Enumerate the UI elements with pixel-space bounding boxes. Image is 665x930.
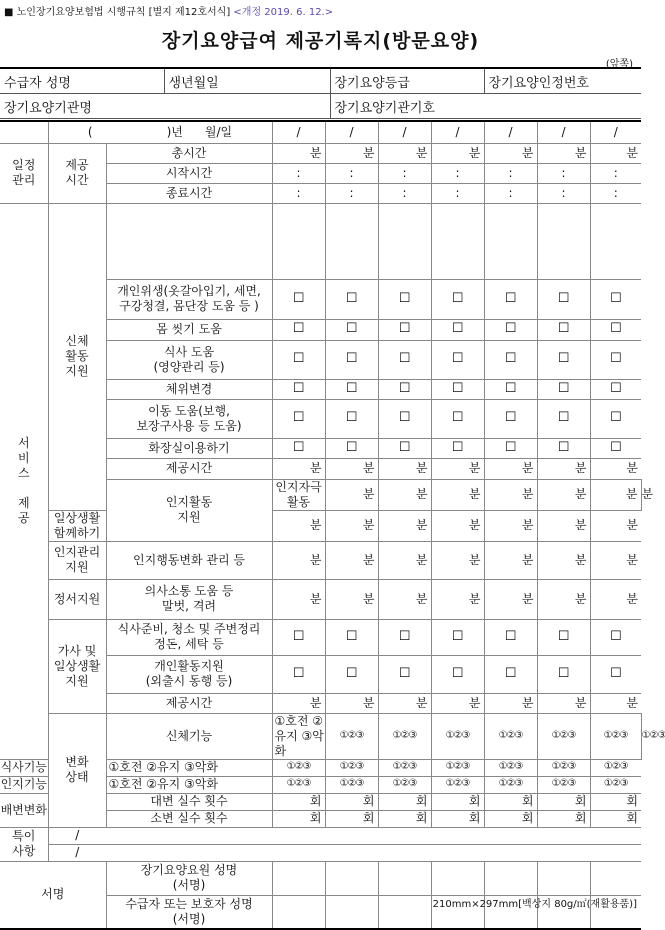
meal-function-scale-cell[interactable]: ①②③ <box>484 759 537 776</box>
posture-item-cell[interactable]: ☐ <box>431 379 484 399</box>
urine-count-cell[interactable]: 회 <box>272 810 325 827</box>
caregiver-signature-cell[interactable] <box>325 861 378 895</box>
meal-function-scale-cell[interactable]: ①②③ <box>325 759 378 776</box>
date-cell[interactable]: / <box>325 121 378 143</box>
physical-time-item: 제공시간 <box>106 458 272 479</box>
start-time-cell[interactable]: : <box>272 163 325 183</box>
behavior-item: 인지행동변화 관리 등 <box>106 541 272 579</box>
end-time-cell[interactable]: : <box>431 183 484 203</box>
meal-item-cell[interactable]: ☐ <box>484 340 537 379</box>
cook-item-cell[interactable]: ☐ <box>590 619 641 655</box>
hygiene-item-cell[interactable]: ☐ <box>325 279 378 319</box>
stool-count-cell[interactable]: 회 <box>590 793 641 810</box>
daily-item: 일상생활 함께하기 <box>48 510 106 541</box>
page-side-label: (앞쪽) <box>605 59 633 70</box>
caregiver-signature-cell[interactable] <box>484 861 537 895</box>
urine-count-cell[interactable]: 회 <box>537 810 590 827</box>
housework-section: 가사 및 일상생활 지원 <box>48 619 106 713</box>
behavior-item-cell[interactable]: 분 <box>378 541 431 579</box>
meal-function-scale-cell[interactable]: ①②③ <box>537 759 590 776</box>
posture-item-cell[interactable]: ☐ <box>378 379 431 399</box>
posture-item-cell[interactable]: ☐ <box>590 379 641 399</box>
caregiver-signature-cell[interactable] <box>537 861 590 895</box>
comm-item-cell[interactable]: 분 <box>537 579 590 619</box>
birth-date-field[interactable]: 생년월일 <box>164 68 330 94</box>
comm-item-cell[interactable]: 분 <box>378 579 431 619</box>
urine-count-cell[interactable]: 회 <box>378 810 431 827</box>
notes-field[interactable] <box>106 844 641 861</box>
recipient-signature-cell[interactable] <box>272 895 325 929</box>
behavior-item-cell[interactable]: 분 <box>431 541 484 579</box>
housework-time-item-cell[interactable]: 분 <box>325 693 378 713</box>
notes-slash: / <box>48 827 106 844</box>
date-cell[interactable]: / <box>431 121 484 143</box>
total-minutes-cell[interactable]: 분 <box>537 143 590 163</box>
hygiene-item-cell[interactable]: ☐ <box>272 279 325 319</box>
comm-item-cell[interactable]: 분 <box>272 579 325 619</box>
urine-count-cell[interactable]: 회 <box>484 810 537 827</box>
cog-function-scale-cell[interactable]: ①②③ <box>537 776 590 793</box>
outing-item-cell[interactable]: ☐ <box>378 655 431 693</box>
start-time-cell[interactable]: : <box>590 163 641 183</box>
date-cell[interactable]: / <box>272 121 325 143</box>
stool-count-cell[interactable]: 회 <box>272 793 325 810</box>
daily-item-cell[interactable]: 분 <box>325 510 378 541</box>
total-minutes-cell[interactable]: 분 <box>431 143 484 163</box>
physical-function-scale-cell[interactable]: ①②③ <box>484 713 537 759</box>
comm-item-cell[interactable]: 분 <box>431 579 484 619</box>
schedule-section: 일정 관리 <box>0 143 48 203</box>
recipient-sig-label: 수급자 또는 보호자 성명 (서명) <box>106 895 272 929</box>
meal-function-scale-cell[interactable]: ①②③ <box>272 759 325 776</box>
bath-item-cell[interactable]: ☐ <box>272 319 325 340</box>
meal-function-scale-cell[interactable]: ①②③ <box>431 759 484 776</box>
cog-function-scale-cell[interactable]: ①②③ <box>590 776 641 793</box>
cog-activity-section: 인지활동 지원 <box>106 479 272 541</box>
cog-stim-item-cell[interactable]: 분 <box>378 479 431 510</box>
caregiver-signature-cell[interactable] <box>378 861 431 895</box>
paper-spec: 210mm×297mm[백상지 80g/㎡(재활용품)] <box>432 899 637 910</box>
bath-item-cell[interactable]: ☐ <box>537 319 590 340</box>
hygiene-item-cell[interactable]: ☐ <box>537 279 590 319</box>
physical-time-item-cell[interactable]: 분 <box>272 458 325 479</box>
meal-item-cell[interactable]: ☐ <box>537 340 590 379</box>
cog-stim-item-cell[interactable]: 분 <box>590 479 641 510</box>
start-time-cell[interactable]: : <box>537 163 590 183</box>
housework-time-item-cell[interactable]: 분 <box>484 693 537 713</box>
posture-item: 체위변경 <box>106 379 272 399</box>
behavior-item-cell[interactable]: 분 <box>484 541 537 579</box>
cog-function-scale-cell[interactable]: ①②③ <box>484 776 537 793</box>
total-time-label: 총시간 <box>106 143 272 163</box>
comm-item: 의사소통 도움 등 말벗, 격려 <box>106 579 272 619</box>
provide-time-label: 제공 시간 <box>48 143 106 203</box>
service-section: 서 비 스 제 공 <box>0 203 48 759</box>
form-header: ■ 노인장기요양보험법 시행규칙 [별지 제12호서식] <개정 2019. 6. 12.> <box>4 7 334 18</box>
bath-item-cell[interactable]: ☐ <box>325 319 378 340</box>
physical-function-label: 신체기능 <box>106 713 272 759</box>
outing-item: 개인활동지원 (외출시 동행 등) <box>106 655 272 693</box>
move-item-cell[interactable]: ☐ <box>325 399 378 438</box>
hygiene-item-cell[interactable]: ☐ <box>431 279 484 319</box>
move-item-cell[interactable]: ☐ <box>431 399 484 438</box>
cog-function-scale-cell[interactable]: ①②③ <box>325 776 378 793</box>
cog-function-scale-cell[interactable]: ①②③ <box>272 776 325 793</box>
start-time-cell[interactable]: : <box>325 163 378 183</box>
physical-function-scale-cell[interactable]: ①②③ <box>431 713 484 759</box>
stool-count-cell[interactable]: 회 <box>431 793 484 810</box>
physical-time-item-cell[interactable]: 분 <box>325 458 378 479</box>
change-section: 변화 상태 <box>48 713 106 827</box>
move-item: 이동 도움(보행, 보장구사용 등 도움) <box>106 399 272 438</box>
posture-item-cell[interactable]: ☐ <box>325 379 378 399</box>
bath-item-cell[interactable]: ☐ <box>378 319 431 340</box>
physical-time-item-cell[interactable]: 분 <box>431 458 484 479</box>
urine-count-cell[interactable]: 회 <box>325 810 378 827</box>
housework-time-item: 제공시간 <box>106 693 272 713</box>
behavior-item-cell[interactable]: 분 <box>590 541 641 579</box>
cog-stim-item-cell[interactable]: 분 <box>537 479 590 510</box>
meal-function-label: 식사기능 <box>0 760 47 774</box>
notes-slash: / <box>48 844 106 861</box>
cog-function-scale-cell[interactable]: ①②③ <box>431 776 484 793</box>
start-time-cell[interactable]: : <box>431 163 484 183</box>
toilet-item-cell[interactable]: ☐ <box>272 438 325 458</box>
urine-count-cell[interactable]: 회 <box>431 810 484 827</box>
signature-section: 서명 <box>0 861 106 929</box>
behavior-item-cell[interactable]: 분 <box>325 541 378 579</box>
bath-item-cell[interactable]: ☐ <box>431 319 484 340</box>
start-time-label: 시작시간 <box>106 163 272 183</box>
housework-time-item-cell[interactable]: 분 <box>431 693 484 713</box>
service-record-table: ( )년 월/일 / / / / / / / 일정 관리 제공 시간 총시간 분 분 분 분 분 분 분 시작시간 : : : : : : : 종료시간 : : : : : : : 서 비 스 제 공 신체 활동 지원 개인위생(옷갈아입기, 세면, 구강청결, 몸단장 도움 등 ) ☐ ☐ ☐ ☐ ☐ ☐ ☐ 몸 씻기 도움 ☐ ☐ ☐ ☐ ☐ ☐ ☐ 식사 도움 (영양관리 등) ☐ ☐ ☐ ☐ ☐ ☐ ☐ 체위변경 ☐ ☐ ☐ ☐ ☐ ☐ ☐ 이동 도움(보행, 보장구사용 등 도움) ☐ ☐ ☐ ☐ ☐ ☐ ☐ 화장실이용하기 ☐ ☐ ☐ ☐ ☐ ☐ ☐ 제공시간 분 분 분 분 분 분 분 인지활동 지원 인지자극활동 분 분 분 분 분 분 분 일상생활 함께하기 분 분 분 분 분 분 분 인지관리 지원 인지행동변화 관리 등 분 분 분 분 분 분 분 정서지원 의사소통 도움 등 말벗, 격려 분 분 분 분 분 분 분 가사 및 일상생활 지원 식사준비, 청소 및 주변정리 정돈, 세탁 등 ☐ ☐ ☐ ☐ ☐ ☐ ☐ 개인활동지원 (외출시 동행 등) ☐ ☐ ☐ ☐ ☐ ☐ ☐ 제공시간 분 분 분 분 분 분 분 변화 상태 신체기능 ①호전 ②유지 ③악화 ①②③ ①②③ ①②③ ①②③ ①②③ ①②③ ①②③ 식사기능 ①호전 ②유지 ③악화 ①②③ ①②③ ①②③ ①②③ ①②③ ①②③ ①②③ 인지기능 ①호전 ②유지 ③악화 ①②③ ①②③ ①②③ ①②③ ①②③ ①②③ ①②③ 배변변화 대변 실수 횟수 회 회 회 회 회 회 회 소변 실수 횟수 회 회 회 회 회 회 회 특이 사항 / / 서명 장기요양요원 성명 (서명) 수급자 또는 보호자 성명 (서명) <box>0 120 641 930</box>
end-time-cell[interactable]: : <box>272 183 325 203</box>
stool-label: 대변 실수 횟수 <box>106 793 272 810</box>
cook-item-cell[interactable]: ☐ <box>378 619 431 655</box>
start-time-cell[interactable]: : <box>484 163 537 183</box>
caregiver-signature-cell[interactable] <box>590 861 641 895</box>
caregiver-sig-label: 장기요양요원 성명 (서명) <box>106 861 272 895</box>
bath-item: 몸 씻기 도움 <box>106 319 272 340</box>
meal-item-cell[interactable]: ☐ <box>272 340 325 379</box>
recipient-signature-cell[interactable] <box>325 895 378 929</box>
toilet-item-cell[interactable]: ☐ <box>590 438 641 458</box>
posture-item-cell[interactable]: ☐ <box>484 379 537 399</box>
end-time-cell[interactable]: : <box>537 183 590 203</box>
housework-time-item-cell[interactable]: 분 <box>378 693 431 713</box>
meal-function-scale-cell[interactable]: ①②③ <box>378 759 431 776</box>
notes-section: 특이 사항 <box>0 827 48 861</box>
housework-time-item-cell[interactable]: 분 <box>537 693 590 713</box>
outing-item-cell[interactable]: ☐ <box>272 655 325 693</box>
comm-item-cell[interactable]: 분 <box>590 579 641 619</box>
cook-item: 식사준비, 청소 및 주변정리 정돈, 세탁 등 <box>106 619 272 655</box>
outing-item-cell[interactable]: ☐ <box>590 655 641 693</box>
cog-mgmt-section: 인지관리 지원 <box>48 541 106 579</box>
cog-stim-item-cell[interactable]: 분 <box>484 479 537 510</box>
total-minutes-cell[interactable]: 분 <box>484 143 537 163</box>
cog-function-label: 인지기능 <box>0 777 47 791</box>
bath-item-cell[interactable]: ☐ <box>590 319 641 340</box>
stool-count-cell[interactable]: 회 <box>537 793 590 810</box>
total-minutes-cell[interactable]: 분 <box>378 143 431 163</box>
start-time-cell[interactable]: : <box>378 163 431 183</box>
date-cell[interactable]: / <box>590 121 641 143</box>
cog-stim-item: 인지자극활동 <box>272 479 325 510</box>
page-title: 장기요양급여 제공기록지(방문요양) <box>161 30 480 52</box>
hygiene-item-cell[interactable]: ☐ <box>378 279 431 319</box>
daily-item-cell[interactable]: 분 <box>378 510 431 541</box>
housework-time-item-cell[interactable]: 분 <box>272 693 325 713</box>
daily-item-cell[interactable]: 분 <box>537 510 590 541</box>
meal-item-cell[interactable]: ☐ <box>431 340 484 379</box>
outing-item-cell[interactable]: ☐ <box>537 655 590 693</box>
notes-field[interactable] <box>106 827 641 844</box>
comm-item-cell[interactable]: 분 <box>484 579 537 619</box>
daily-item-cell[interactable]: 분 <box>431 510 484 541</box>
outing-item-cell[interactable]: ☐ <box>325 655 378 693</box>
cook-item-cell[interactable]: ☐ <box>537 619 590 655</box>
physical-function-scale-cell[interactable]: ①②③ <box>590 713 641 759</box>
cog-function-scale-cell[interactable]: ①②③ <box>378 776 431 793</box>
daily-item-cell[interactable]: 분 <box>590 510 641 541</box>
cook-item-cell[interactable]: ☐ <box>325 619 378 655</box>
toilet-item-cell[interactable]: ☐ <box>378 438 431 458</box>
daily-item-cell[interactable]: 분 <box>484 510 537 541</box>
hygiene-item-cell[interactable]: ☐ <box>590 279 641 319</box>
emotional-section: 정서지원 <box>48 579 106 619</box>
institution-name-field[interactable]: 장기요양기관명 <box>0 94 330 119</box>
toilet-item-cell[interactable]: ☐ <box>325 438 378 458</box>
physical-time-item-cell[interactable]: 분 <box>484 458 537 479</box>
urine-count-cell[interactable]: 회 <box>590 810 641 827</box>
physical-function-scale-legend: ①호전 ②유지 ③악화 <box>272 713 325 759</box>
toilet-item-cell[interactable]: ☐ <box>484 438 537 458</box>
caregiver-signature-cell[interactable] <box>272 861 325 895</box>
meal-function-scale-cell[interactable]: ①②③ <box>590 759 641 776</box>
housework-time-item-cell[interactable]: 분 <box>590 693 641 713</box>
date-cell[interactable]: / <box>378 121 431 143</box>
end-time-cell[interactable]: : <box>378 183 431 203</box>
meal-item: 식사 도움 (영양관리 등) <box>106 340 272 379</box>
end-time-cell[interactable]: : <box>325 183 378 203</box>
cook-item-cell[interactable]: ☐ <box>484 619 537 655</box>
recipient-info-table <box>0 67 641 119</box>
cog-stim-item-cell[interactable]: 분 <box>325 479 378 510</box>
end-time-label: 종료시간 <box>106 183 272 203</box>
date-header: ( )년 월/일 <box>48 121 272 143</box>
outing-item-cell[interactable]: ☐ <box>484 655 537 693</box>
physical-time-item-cell[interactable]: 분 <box>537 458 590 479</box>
date-cell[interactable]: / <box>537 121 590 143</box>
end-time-cell[interactable]: : <box>590 183 641 203</box>
stool-count-cell[interactable]: 회 <box>378 793 431 810</box>
move-item-cell[interactable]: ☐ <box>590 399 641 438</box>
meal-item-cell[interactable]: ☐ <box>325 340 378 379</box>
behavior-item-cell[interactable]: 분 <box>272 541 325 579</box>
end-time-cell[interactable]: : <box>484 183 537 203</box>
physical-section: 신체 활동 지원 <box>48 203 106 510</box>
cog-function-scale-legend: ①호전 ②유지 ③악화 <box>106 776 272 793</box>
cook-item-cell[interactable]: ☐ <box>272 619 325 655</box>
comm-item-cell[interactable]: 분 <box>325 579 378 619</box>
cert-no-field[interactable]: 장기요양인정번호 <box>484 68 641 94</box>
hygiene-item: 개인위생(옷갈아입기, 세면, 구강청결, 몸단장 도움 등 ) <box>106 279 272 319</box>
toilet-item: 화장실이용하기 <box>106 438 272 458</box>
date-cell[interactable]: / <box>484 121 537 143</box>
posture-item-cell[interactable]: ☐ <box>537 379 590 399</box>
meal-function-scale-legend: ①호전 ②유지 ③악화 <box>106 759 272 776</box>
excretion-label: 배변변화 <box>0 793 48 827</box>
stool-count-cell[interactable]: 회 <box>484 793 537 810</box>
hygiene-item-cell[interactable]: ☐ <box>484 279 537 319</box>
meal-item-cell[interactable]: ☐ <box>590 340 641 379</box>
bath-item-cell[interactable]: ☐ <box>484 319 537 340</box>
toilet-item-cell[interactable]: ☐ <box>431 438 484 458</box>
institution-code-field[interactable]: 장기요양기관기호 <box>330 94 641 119</box>
stool-count-cell[interactable]: 회 <box>325 793 378 810</box>
total-minutes-cell[interactable]: 분 <box>272 143 325 163</box>
toilet-item-cell[interactable]: ☐ <box>537 438 590 458</box>
physical-time-item-cell[interactable]: 분 <box>378 458 431 479</box>
physical-function-scale-cell[interactable]: ①②③ <box>378 713 431 759</box>
cog-stim-item-cell[interactable]: 분 <box>431 479 484 510</box>
total-minutes-cell[interactable]: 분 <box>590 143 641 163</box>
recipient-signature-cell[interactable] <box>378 895 431 929</box>
physical-time-item-cell[interactable]: 분 <box>590 458 641 479</box>
total-minutes-cell[interactable]: 분 <box>325 143 378 163</box>
recipient-name-field[interactable]: 수급자 성명 <box>0 68 164 94</box>
move-item-cell[interactable]: ☐ <box>378 399 431 438</box>
daily-item-cell[interactable]: 분 <box>272 510 325 541</box>
caregiver-signature-cell[interactable] <box>431 861 484 895</box>
outing-item-cell[interactable]: ☐ <box>431 655 484 693</box>
physical-function-scale-cell[interactable]: ①②③ <box>325 713 378 759</box>
posture-item-cell[interactable]: ☐ <box>272 379 325 399</box>
grade-field[interactable]: 장기요양등급 <box>330 68 484 94</box>
cook-item-cell[interactable]: ☐ <box>431 619 484 655</box>
behavior-item-cell[interactable]: 분 <box>537 541 590 579</box>
move-item-cell[interactable]: ☐ <box>272 399 325 438</box>
move-item-cell[interactable]: ☐ <box>537 399 590 438</box>
move-item-cell[interactable]: ☐ <box>484 399 537 438</box>
meal-item-cell[interactable]: ☐ <box>378 340 431 379</box>
urine-label: 소변 실수 횟수 <box>106 810 272 827</box>
physical-function-scale-cell[interactable]: ①②③ <box>537 713 590 759</box>
